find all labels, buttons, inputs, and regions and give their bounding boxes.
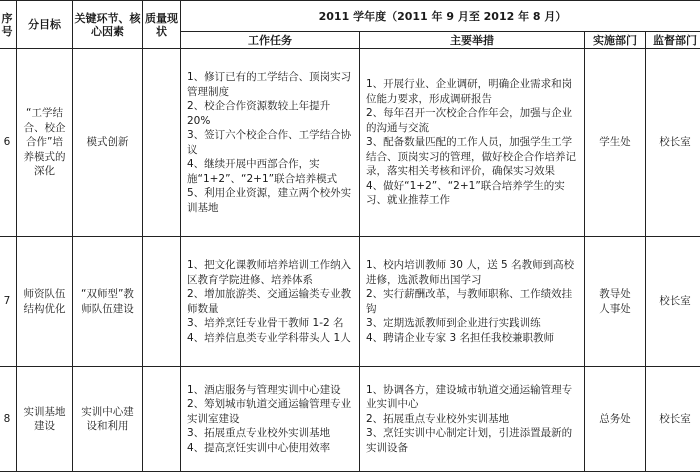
header-tasks: 工作任务 <box>181 32 360 49</box>
header-subgoal: 分目标 <box>17 1 73 49</box>
header-seq: 序号 <box>0 1 17 49</box>
header-quality-status: 质量现状 <box>143 1 181 49</box>
row-tasks: 1、修订已有的工学结合、顶岗实习管理制度 2、校企合作资源数较上年提升 20% 3、签订六个校企合作、工学结合协议 4、继续开展中西部合作，实施“1+2”、“2+1”联合培养模式 5、利用企业资源，建立两个校外实训基地 <box>181 49 360 237</box>
row-measures: 1、开展行业、企业调研，明确企业需求和岗位能力要求，形成调研报告 2、每年召开一次校企合作年会，加强与企业的沟通与交流 3、配备数量匹配的工作人员，加强学生工学结合、顶岗实习的管理，做好校企合作培养记录，落实相关考核和评价，确保实习效果 4、做好“1+2”、“2+1”联合培养学生的实习、就业推荐工作 <box>360 49 585 237</box>
row-subgoal: 实训基地建设 <box>17 367 73 472</box>
row-subgoal: 师资队伍结构优化 <box>17 237 73 367</box>
row-seq: 8 <box>0 367 17 472</box>
header-measures: 主要举措 <box>360 32 585 49</box>
row-tasks: 1、酒店服务与管理实训中心建设 2、筹划城市轨道交通运输管理专业实训室建设 3、拓展重点专业校外实训基地 4、提高烹饪实训中心使用效率 <box>181 367 360 472</box>
row-implementing-dept: 总务处 <box>585 367 646 472</box>
header-key-factors: 关键环节、核心因素 <box>73 1 143 49</box>
row-supervising-dept: 校长室 <box>646 367 700 472</box>
header-row-1 <box>0 1 700 32</box>
header-school-year: 2011 学年度（2011 年 9 月至 2012 年 8 月） <box>181 1 700 32</box>
table-row <box>0 49 700 237</box>
table-row <box>0 367 700 472</box>
row-supervising-dept: 校长室 <box>646 237 700 367</box>
row-implementing-dept: 教导处 人事处 <box>585 237 646 367</box>
row-implementing-dept: 学生处 <box>585 49 646 237</box>
row-seq: 6 <box>0 49 17 237</box>
row-key-factor: 实训中心建设和利用 <box>73 367 143 472</box>
header-supervising-dept: 监督部门 <box>646 32 700 49</box>
row-tasks: 1、把文化课教师培养培训工作纳入区教育学院进修、培养体系 2、增加旅游类、交通运输类专业教师数量 3、培养烹饪专业骨干教师 1-2 名 4、培养信息类专业学科带头人 1人 <box>181 237 360 367</box>
row-measures: 1、校内培训教师 30 人，送 5 名教师到高校进修，选派教师出国学习 2、实行薪酬改革，与教师职称、工作绩效挂钩 3、定期选派教师到企业进行实践训练 4、聘请企业专家 3 名担任我校兼职教师 <box>360 237 585 367</box>
row-measures: 1、协调各方，建设城市轨道交通运输管理专业实训中心 2、拓展重点专业校外实训基地 3、烹饪实训中心制定计划，引进添置最新的实训设备 <box>360 367 585 472</box>
row-quality <box>143 367 181 472</box>
row-key-factor: 模式创新 <box>73 49 143 237</box>
row-quality <box>143 237 181 367</box>
row-supervising-dept: 校长室 <box>646 49 700 237</box>
row-seq: 7 <box>0 237 17 367</box>
row-quality <box>143 49 181 237</box>
header-implementing-dept: 实施部门 <box>585 32 646 49</box>
table-row <box>0 237 700 367</box>
row-key-factor: “双师型”教师队伍建设 <box>73 237 143 367</box>
row-subgoal: “工学结合、校企合作”培养模式的深化 <box>17 49 73 237</box>
